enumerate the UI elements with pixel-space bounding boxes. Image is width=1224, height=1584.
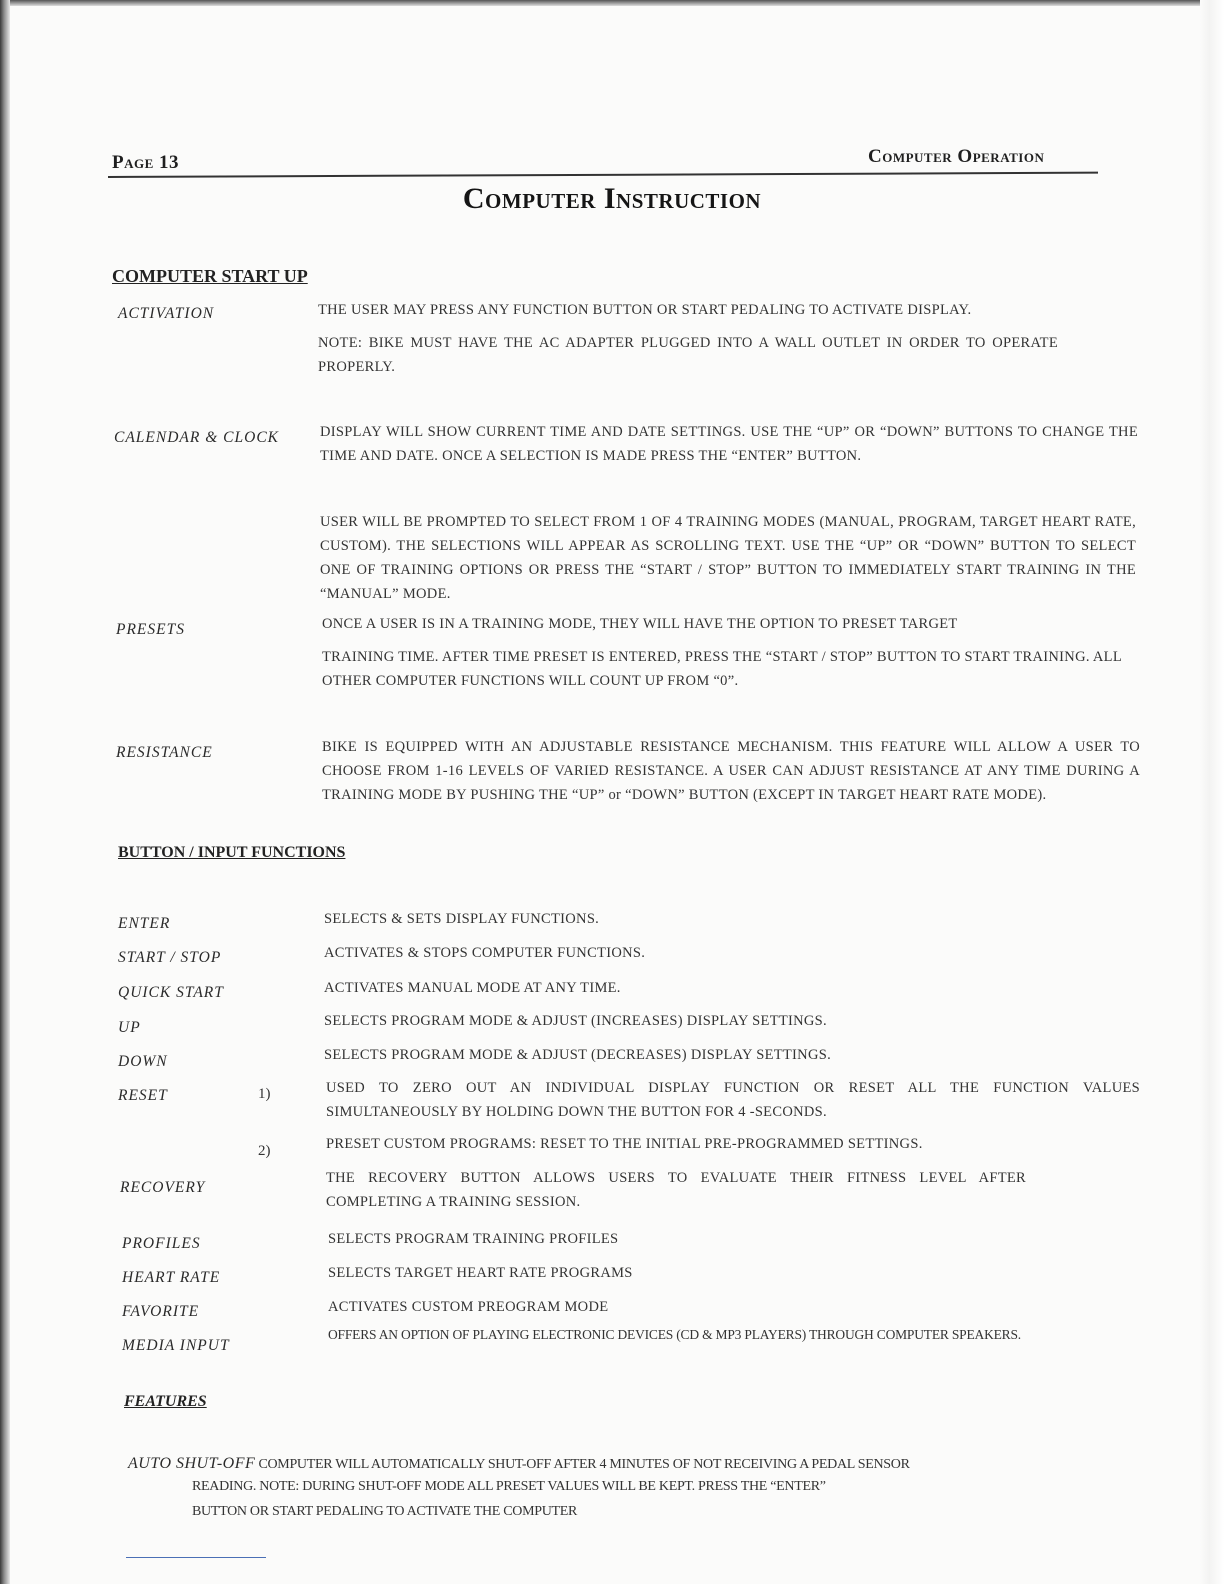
scan-edge-top (0, 0, 1224, 6)
presets-label: PRESETS (116, 621, 185, 638)
reset-number-2: 2) (258, 1143, 271, 1159)
scan-edge-left (0, 0, 10, 1584)
recovery-text: THE RECOVERY BUTTON ALLOWS USERS TO EVALUATE THEIR FITNESS LEVEL AFTER COMPLETING A TRAINING SESSION. (326, 1170, 1026, 1210)
quick-start-text: ACTIVATES MANUAL MODE AT ANY TIME. (324, 980, 621, 996)
enter-label: ENTER (118, 915, 171, 932)
heart-rate-label: HEART RATE (122, 1269, 221, 1286)
reset-text-2: PRESET CUSTOM PROGRAMS: RESET TO THE INITIAL PRE-PROGRAMMED SETTINGS. (326, 1136, 923, 1152)
page-number: Page 13 (112, 152, 180, 173)
auto-shutoff-label: AUTO SHUT-OFF (128, 1455, 256, 1472)
reset-text-1: USED TO ZERO OUT AN INDIVIDUAL DISPLAY FUNCTION OR RESET ALL THE FUNCTION VALUES SIMULTANEOUSLY BY HOLDING DOWN THE BUTTON FOR 4 -SECONDS. (326, 1080, 1140, 1120)
presets-text-1: USER WILL BE PROMPTED TO SELECT FROM 1 OF 4 TRAINING MODES (MANUAL, PROGRAM, TARGET HEART RATE, CUSTOM). THE SELECTIONS WILL APPEAR AS SCROLLING TEXT. USE THE “UP” OR “DOWN” BUTTON TO SELECT ONE OF TRAINING OPTIONS OR PRESS THE “START / STOP” BUTTON TO IMMEDIATELY START TRAINING IN THE “MANUAL” MODE. (320, 514, 1136, 602)
auto-shutoff-text-1: COMPUTER WILL AUTOMATICALLY SHUT-OFF AFTER 4 MINUTES OF NOT RECEIVING A PEDAL SENSOR (258, 1457, 910, 1472)
activation-text: THE USER MAY PRESS ANY FUNCTION BUTTON OR START PEDALING TO ACTIVATE DISPLAY. (318, 302, 972, 318)
auto-shutoff-text-2: READING. NOTE: DURING SHUT-OFF MODE ALL PRESET VALUES WILL BE KEPT. PRESS THE “ENTER” (192, 1479, 826, 1494)
quick-start-label: QUICK START (118, 984, 224, 1001)
media-input-text: OFFERS AN OPTION OF PLAYING ELECTRONIC DEVICES (CD & MP3 PLAYERS) THROUGH COMPUTER SPEAKERS. (328, 1327, 1021, 1342)
up-text: SELECTS PROGRAM MODE & ADJUST (INCREASES) DISPLAY SETTINGS. (324, 1013, 827, 1029)
profiles-label: PROFILES (122, 1235, 201, 1252)
auto-shutoff-line-1 (128, 1452, 1068, 1477)
presets-text-2: ONCE A USER IS IN A TRAINING MODE, THEY WILL HAVE THE OPTION TO PRESET TARGET (322, 616, 958, 632)
presets-text-3: TRAINING TIME. AFTER TIME PRESET IS ENTERED, PRESS THE “START / STOP” BUTTON TO START TRAINING. ALL OTHER COMPUTER FUNCTIONS WILL COUNT UP FROM “0”. (322, 649, 1122, 689)
footer-divider (126, 1557, 266, 1558)
startup-heading: COMPUTER START UP (112, 266, 308, 286)
down-label: DOWN (118, 1053, 168, 1070)
buttons-heading: BUTTON / INPUT FUNCTIONS (118, 844, 346, 861)
calendar-label: CALENDAR & CLOCK (114, 429, 279, 446)
activation-note: NOTE: BIKE MUST HAVE THE AC ADAPTER PLUGGED INTO A WALL OUTLET IN ORDER TO OPERATE PROPERLY. (318, 335, 1058, 375)
activation-label: ACTIVATION (118, 305, 215, 322)
recovery-label: RECOVERY (120, 1179, 206, 1196)
heart-rate-text: SELECTS TARGET HEART RATE PROGRAMS (328, 1265, 633, 1281)
favorite-label: FAVORITE (122, 1303, 200, 1320)
resistance-label: RESISTANCE (116, 744, 213, 761)
calendar-text: DISPLAY WILL SHOW CURRENT TIME AND DATE SETTINGS. USE THE “UP” OR “DOWN” BUTTONS TO CHANGE THE TIME AND DATE. ONCE A SELECTION IS MADE PRESS THE “ENTER” BUTTON. (320, 424, 1138, 464)
reset-label: RESET (118, 1087, 168, 1104)
profiles-text: SELECTS PROGRAM TRAINING PROFILES (328, 1231, 619, 1247)
start-stop-text: ACTIVATES & STOPS COMPUTER FUNCTIONS. (324, 945, 646, 961)
scan-edge-right (1200, 0, 1224, 1584)
page-title: Computer Instruction (462, 182, 762, 215)
start-stop-label: START / STOP (118, 949, 222, 966)
up-label: UP (118, 1019, 141, 1036)
section-title: Computer Operation (868, 146, 1045, 167)
features-heading: FEATURES (124, 1393, 207, 1410)
media-input-label: MEDIA INPUT (122, 1337, 230, 1354)
header-divider (108, 172, 1098, 178)
auto-shutoff-text-3: BUTTON OR START PEDALING TO ACTIVATE THE COMPUTER (192, 1504, 578, 1519)
resistance-text: BIKE IS EQUIPPED WITH AN ADJUSTABLE RESISTANCE MECHANISM. THIS FEATURE WILL ALLOW A USER TO CHOOSE FROM 1-16 LEVELS OF VARIED RESISTANCE. A USER CAN ADJUST RESISTANCE AT ANY TIME DURING A TRAINING MODE BY PUSHING THE “UP” or “DOWN” BUTTON (EXCEPT IN TARGET HEART RATE MODE). (322, 739, 1140, 803)
down-text: SELECTS PROGRAM MODE & ADJUST (DECREASES) DISPLAY SETTINGS. (324, 1047, 832, 1063)
favorite-text: ACTIVATES CUSTOM PREOGRAM MODE (328, 1299, 609, 1315)
reset-number-1: 1) (258, 1086, 271, 1102)
enter-text: SELECTS & SETS DISPLAY FUNCTIONS. (324, 911, 600, 927)
